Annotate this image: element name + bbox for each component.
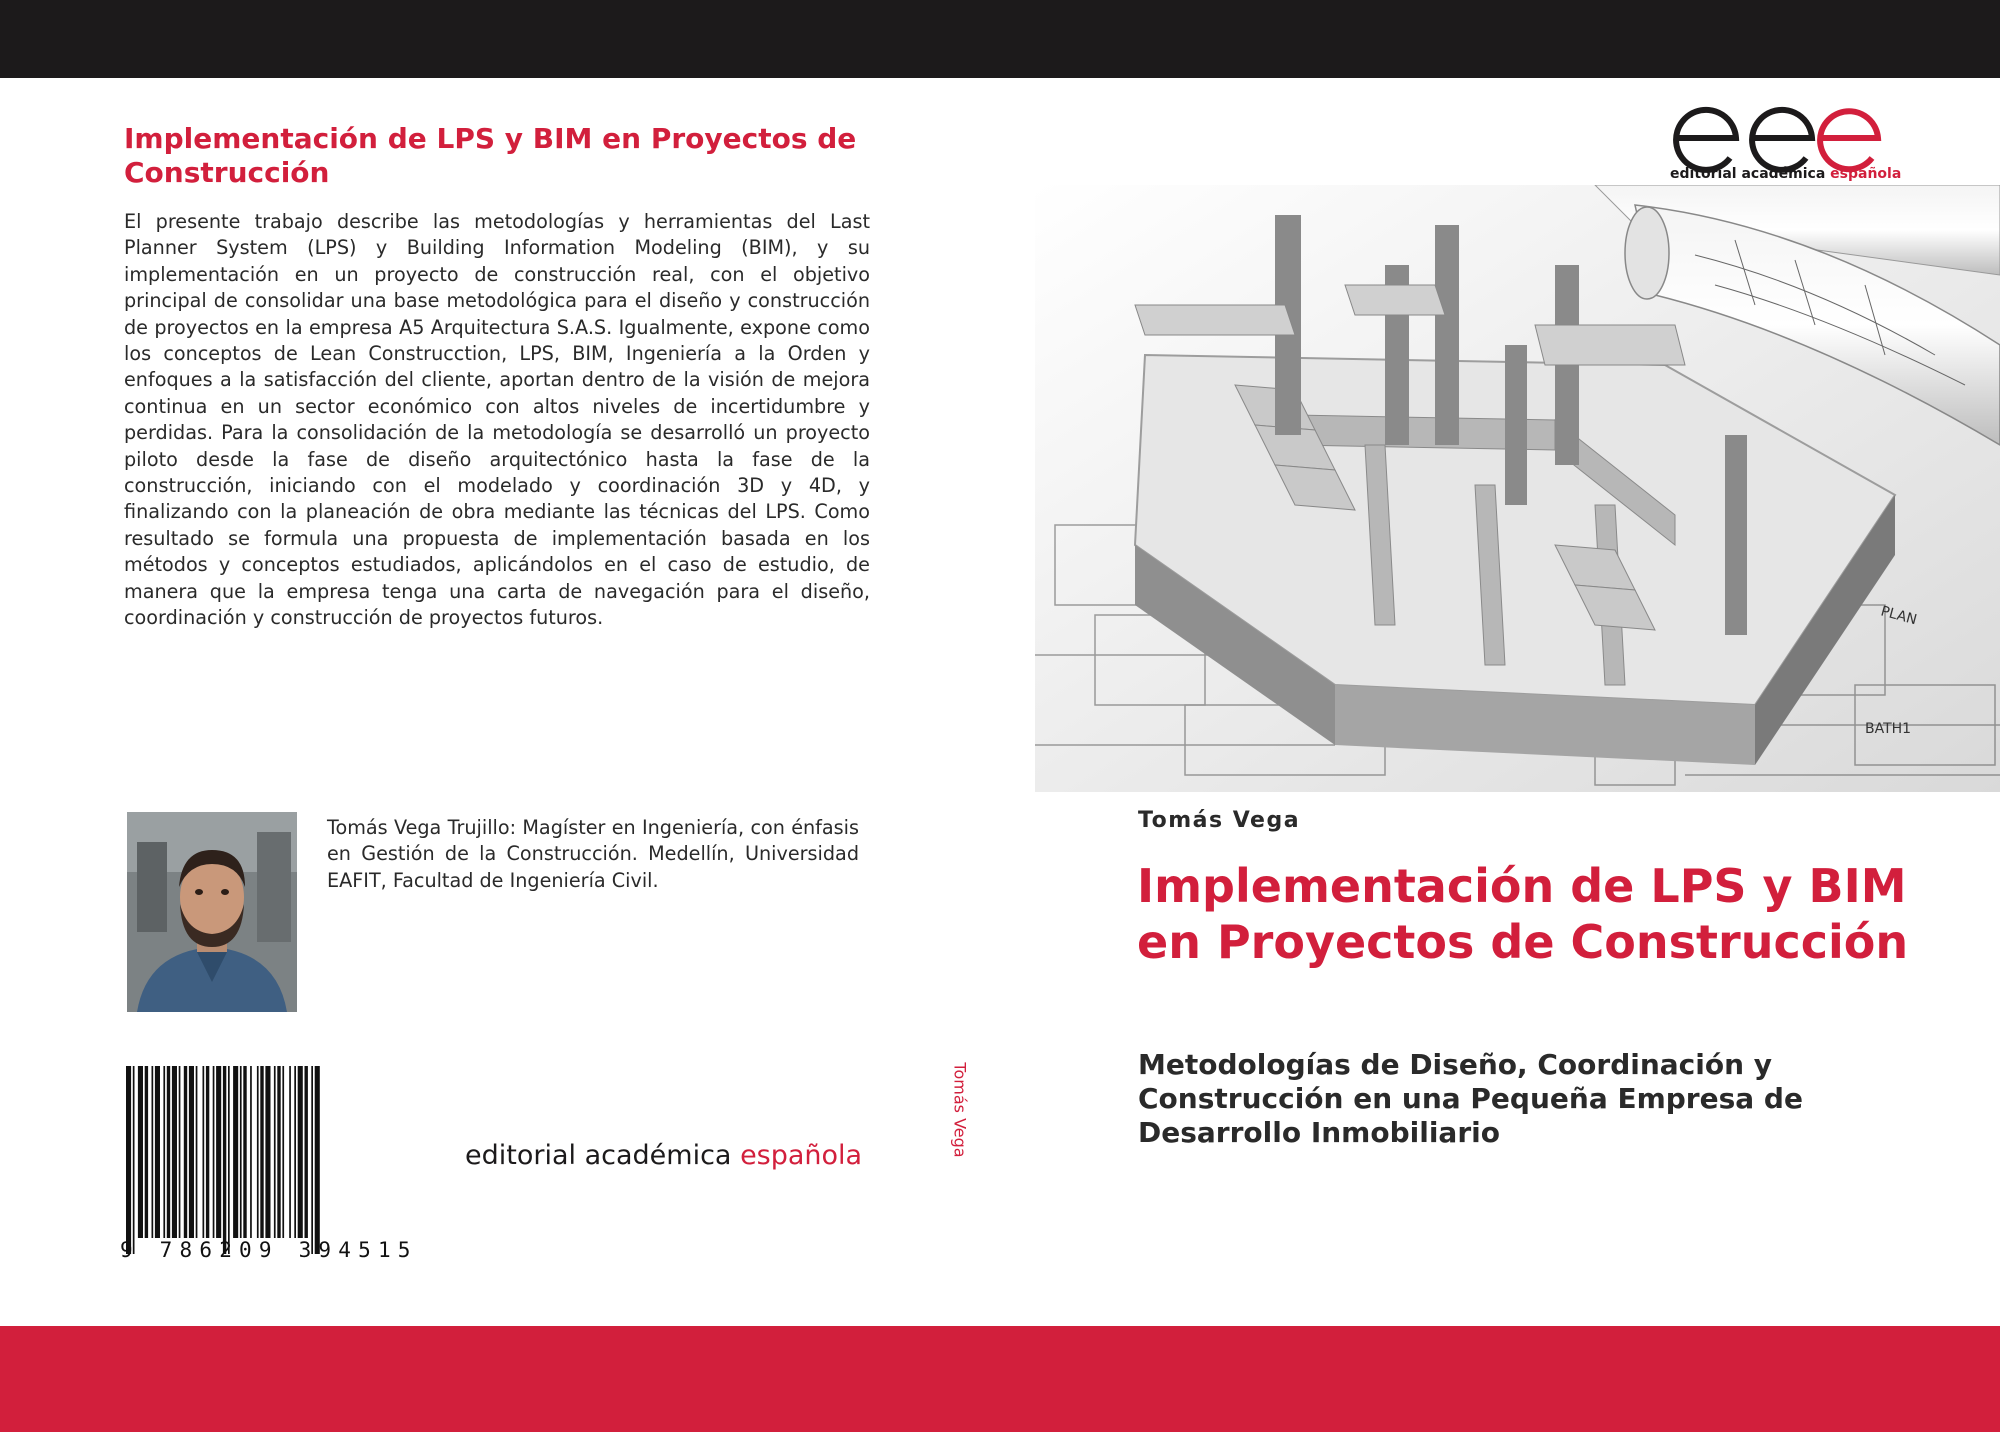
building-model-illustration-icon bbox=[1035, 185, 2000, 792]
barcode-bar bbox=[206, 1066, 209, 1238]
barcode-bar bbox=[223, 1066, 226, 1254]
barcode-bar bbox=[257, 1066, 259, 1238]
front-cover-title: Implementación de LPS y BIM en Proyectos de Construcción bbox=[1137, 859, 1909, 969]
barcode-icon bbox=[122, 1066, 448, 1266]
publisher-main: editorial académica bbox=[465, 1140, 741, 1171]
barcode-bar bbox=[163, 1066, 165, 1238]
barcode-bar bbox=[294, 1066, 296, 1238]
barcode-bar bbox=[233, 1066, 238, 1238]
top-band bbox=[0, 0, 2000, 78]
barcode-bar bbox=[126, 1066, 131, 1254]
author-portrait-icon bbox=[127, 812, 297, 1012]
barcode-bar bbox=[213, 1066, 215, 1238]
back-publisher-name bbox=[465, 1140, 862, 1171]
barcode-bar bbox=[145, 1066, 148, 1238]
barcode-bar bbox=[189, 1066, 194, 1238]
isbn-digits: 9 786209 394515 bbox=[120, 1238, 418, 1262]
front-cover-subtitle: Metodologías de Diseño, Coordinación y Construcción en una Pequeña Empresa de Desarrollo Inmobiliario bbox=[1138, 1048, 1803, 1149]
publisher-accent: española bbox=[740, 1140, 863, 1171]
cover-image bbox=[1035, 185, 2000, 792]
logo-caption-accent: española bbox=[1830, 166, 1902, 182]
barcode-bar bbox=[298, 1066, 303, 1238]
barcode-bar bbox=[274, 1066, 276, 1238]
barcode-bar bbox=[282, 1066, 284, 1238]
barcode-bar bbox=[315, 1066, 320, 1254]
barcode-bar bbox=[138, 1066, 143, 1238]
spine-author: Tomás Vega bbox=[950, 1062, 970, 1158]
barcode-bar bbox=[311, 1066, 313, 1254]
back-cover-blurb: El presente trabajo describe las metodologías y herramientas del Last Planner System (LPS) y Building Information Modeling (BIM), y su implementación en un proyecto de construcción real, con el objetivo principal de consolidar una base metodológica para el diseño y construcción de proyectos en la empresa A5 Arquitectura S.A.S. Igualmente, expone como los conceptos de Lean Construcction, LPS, BIM, Ingeniería a la Orden y enfoques a la satisfacción del cliente, aportan dentro de la visión de mejora continua en un sector económico con altos niveles de incertidumbre y perdidas. Para la consolidación de la metodología se desarrolló un proyecto piloto desde la fase de diseño arquitectónico hasta la fase de la construcción, iniciando con el modelado y coordinación 3D y 4D, y finalizando con la planeación de obra mediante las técnicas del LPS. Como resultado se formula una propuesta de implementación basada en los métodos y conceptos estudiados, aplicándolos en el caso de estudio, de manera que la empresa tenga una carta de navegación para el diseño, coordinación y construcción de proyectos futuros. bbox=[124, 210, 870, 630]
barcode-bar bbox=[277, 1066, 280, 1238]
barcode-bar bbox=[172, 1066, 177, 1238]
bottom-band bbox=[0, 1326, 2000, 1432]
logo-caption-main: editorial académica bbox=[1670, 166, 1831, 182]
logo-caption bbox=[1670, 166, 1902, 182]
front-cover-author: Tomás Vega bbox=[1138, 808, 1301, 833]
barcode-bar bbox=[167, 1066, 170, 1238]
svg-text:PLAN: PLAN bbox=[1878, 603, 1919, 629]
back-cover-title: Implementación de LPS y BIM en Proyectos de Construcción bbox=[124, 122, 857, 189]
barcode-bar bbox=[184, 1066, 187, 1238]
svg-text:BATH1: BATH1 bbox=[1865, 721, 1912, 737]
barcode-bar bbox=[260, 1066, 263, 1238]
barcode-bar bbox=[133, 1066, 135, 1254]
barcode-bar bbox=[216, 1066, 221, 1238]
barcode-bar bbox=[203, 1066, 205, 1238]
barcode-bar bbox=[179, 1066, 181, 1238]
barcode-bar bbox=[152, 1066, 154, 1238]
barcode-bar bbox=[155, 1066, 160, 1238]
author-bio: Tomás Vega Trujillo: Magíster en Ingeniería, con énfasis en Gestión de la Construcción. Medellín, Universidad EAFIT, Facultad de Ingeniería Civil. bbox=[327, 816, 859, 892]
barcode-bar bbox=[196, 1066, 198, 1238]
barcode-bar bbox=[240, 1066, 242, 1238]
barcode-bar bbox=[289, 1066, 291, 1238]
barcode-bar bbox=[250, 1066, 252, 1238]
barcode-bar bbox=[243, 1066, 246, 1238]
barcode-bar bbox=[265, 1066, 270, 1238]
author-photo bbox=[127, 812, 297, 1012]
barcode-bar bbox=[305, 1066, 308, 1238]
barcode-bar bbox=[228, 1066, 230, 1254]
